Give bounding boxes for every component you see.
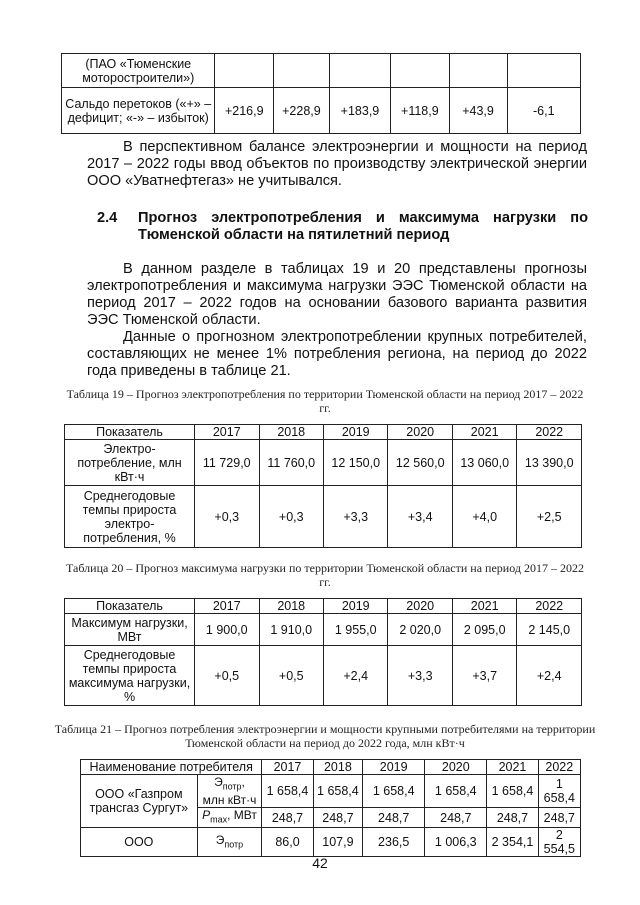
table-cell: +0,5 [259, 646, 323, 706]
table-header-cell: 2022 [517, 425, 582, 440]
table-cell [215, 54, 274, 88]
table-20 [64, 598, 582, 706]
table-cell: 1 658,4 [538, 775, 580, 808]
paragraph-intro: В данном разделе в таблицах 19 и 20 представлены прогнозы электропотребления и максимума нагрузки ЭЭС Тюменской области на период 2017 – 2022 годов на основании базового варианта развития ЭЭС Тюменской области. [87, 261, 587, 328]
table-cell: +3,3 [323, 486, 387, 548]
table-cell: 248,7 [425, 808, 487, 827]
energy-subscript: потр [222, 781, 242, 792]
table-cell: 248,7 [487, 808, 538, 827]
table-header-cell: Показатель [65, 425, 195, 440]
table-header-cell: 2017 [195, 599, 259, 614]
table-cell: 86,0 [262, 827, 313, 856]
section-number: 2.4 [97, 210, 118, 226]
table-cell [507, 54, 580, 88]
table-cell: 248,7 [262, 808, 313, 827]
table-cell: 1 658,4 [313, 775, 363, 808]
table-cell [449, 54, 507, 88]
table-cell: +118,9 [391, 88, 449, 134]
table-header-cell: 2019 [323, 599, 387, 614]
table-cell: Среднегодовые темпы прироста электро-потребления, % [65, 486, 195, 548]
table-21 [80, 759, 581, 857]
table-cell: 2 145,0 [517, 614, 582, 646]
table-header-cell: 2020 [388, 425, 452, 440]
table-cell: +0,3 [195, 486, 259, 548]
table-cell: 13 390,0 [517, 440, 582, 486]
energy-subscript: потр [224, 838, 244, 849]
power-unit: МВт [233, 808, 257, 823]
table-cell: 107,9 [313, 827, 363, 856]
table-top [61, 53, 581, 134]
table-cell [329, 54, 390, 88]
table-cell: 1 006,3 [425, 827, 487, 856]
indicator-energy [197, 827, 262, 856]
table-cell: 1 658,4 [425, 775, 487, 808]
power-subscript: max [210, 814, 228, 825]
paragraph-balance: В перспективном балансе электроэнергии и мощности на период 2017 – 2022 годы ввод объектов по производству электрической энергии ООО «Уватнефтегаз» не учитывался. [87, 139, 587, 189]
table-cell: +183,9 [329, 88, 390, 134]
table-cell: 1 658,4 [363, 775, 425, 808]
table-header-cell: 2020 [425, 760, 487, 775]
table-header-cell: 2017 [195, 425, 259, 440]
table-cell: -6,1 [507, 88, 580, 134]
indicator-power: $P_{max}$, МВт [197, 808, 262, 827]
table-cell: 1 658,4 [487, 775, 538, 808]
paragraph-consumers: Данные о прогнозном электропотреблении крупных потребителей, составляющих не менее 1% потребления региона, на период до 2022 года приведены в таблице 21. [87, 329, 587, 379]
table-header-cell: 2021 [487, 760, 538, 775]
table-cell: 236,5 [363, 827, 425, 856]
table-cell: 12 150,0 [323, 440, 387, 486]
table-header-cell: 2018 [259, 425, 323, 440]
table20-caption: Таблица 20 – Прогноз максимума нагрузки по территории Тюменской области на период 2017 – 2022 гг. [66, 561, 584, 589]
table-header-cell: Наименование потребителя [81, 760, 262, 775]
energy-symbol: Э [214, 775, 223, 789]
consumer-name: ООО «Газпром трансгаз Сургут» [81, 775, 198, 828]
table-cell: +2,4 [517, 646, 582, 706]
table-cell: 1 900,0 [195, 614, 259, 646]
table-cell: 2 354,1 [487, 827, 538, 856]
table-header-cell: 2020 [388, 599, 452, 614]
table-header-cell: 2021 [452, 425, 516, 440]
energy-unit: млн кВт·ч [202, 793, 257, 808]
indicator-energy: $Э_{потр}$, млн кВт·ч [197, 775, 262, 808]
table-cell: +0,3 [259, 486, 323, 548]
consumer-name: ООО [81, 827, 198, 856]
table-cell: +228,9 [274, 88, 330, 134]
table-cell: +3,3 [388, 646, 452, 706]
energy-symbol: Э [215, 832, 225, 847]
power-symbol: P [202, 808, 211, 823]
table-cell: 12 560,0 [388, 440, 452, 486]
table19-caption: Таблица 19 – Прогноз электропотребления по территории Тюменской области на период 2017 – 2022 гг. [66, 387, 584, 415]
table-cell: 248,7 [363, 808, 425, 827]
table-header-cell: 2021 [452, 599, 516, 614]
table-header-cell: 2022 [538, 760, 580, 775]
table-cell: 2 095,0 [452, 614, 516, 646]
table-cell: +4,0 [452, 486, 516, 548]
table-cell: 2 020,0 [388, 614, 452, 646]
table-cell: +0,5 [195, 646, 259, 706]
table-19 [64, 424, 582, 548]
table-cell: +43,9 [449, 88, 507, 134]
table-cell: +216,9 [215, 88, 274, 134]
table-cell [274, 54, 330, 88]
table-cell: Максимум нагрузки, МВт [65, 614, 195, 646]
table-cell: +3,7 [452, 646, 516, 706]
table-cell: Среднегодовые темпы прироста максимума нагрузки, % [65, 646, 195, 706]
table-header-cell: 2019 [363, 760, 425, 775]
table-header-cell: 2017 [262, 760, 313, 775]
table-cell [391, 54, 449, 88]
table-cell: Электро-потребление, млн кВт·ч [65, 440, 195, 486]
table-cell: +2,5 [517, 486, 582, 548]
table-cell: +3,4 [388, 486, 452, 548]
table-header-cell: 2018 [259, 599, 323, 614]
table-cell: Сальдо перетоков («+» – дефицит; «-» – избыток) [62, 88, 215, 134]
page-number: 42 [312, 855, 328, 871]
table-header-cell: Показатель [65, 599, 195, 614]
section-title: Прогноз электропотребления и максимума нагрузки по Тюменской области на пятилетний период [138, 210, 588, 243]
table-cell: 13 060,0 [452, 440, 516, 486]
table-cell: 248,7 [538, 808, 580, 827]
table-cell: (ПАО «Тюменские моторостроители») [62, 54, 215, 88]
table-header-cell: 2019 [323, 425, 387, 440]
table-header-cell: 2022 [517, 599, 582, 614]
table-cell: +2,4 [323, 646, 387, 706]
table-header-cell: 2018 [313, 760, 363, 775]
table-cell: 1 658,4 [262, 775, 313, 808]
table-cell: 11 760,0 [259, 440, 323, 486]
table-cell: 248,7 [313, 808, 363, 827]
table-cell: 1 910,0 [259, 614, 323, 646]
table-cell: 11 729,0 [195, 440, 259, 486]
table-cell: 2 554,5 [538, 827, 580, 856]
table21-caption: Таблица 21 – Прогноз потребления электроэнергии и мощности крупными потребителями на территории Тюменской области на период до 2022 года, млн кВт·ч [54, 722, 596, 750]
table-cell: 1 955,0 [323, 614, 387, 646]
